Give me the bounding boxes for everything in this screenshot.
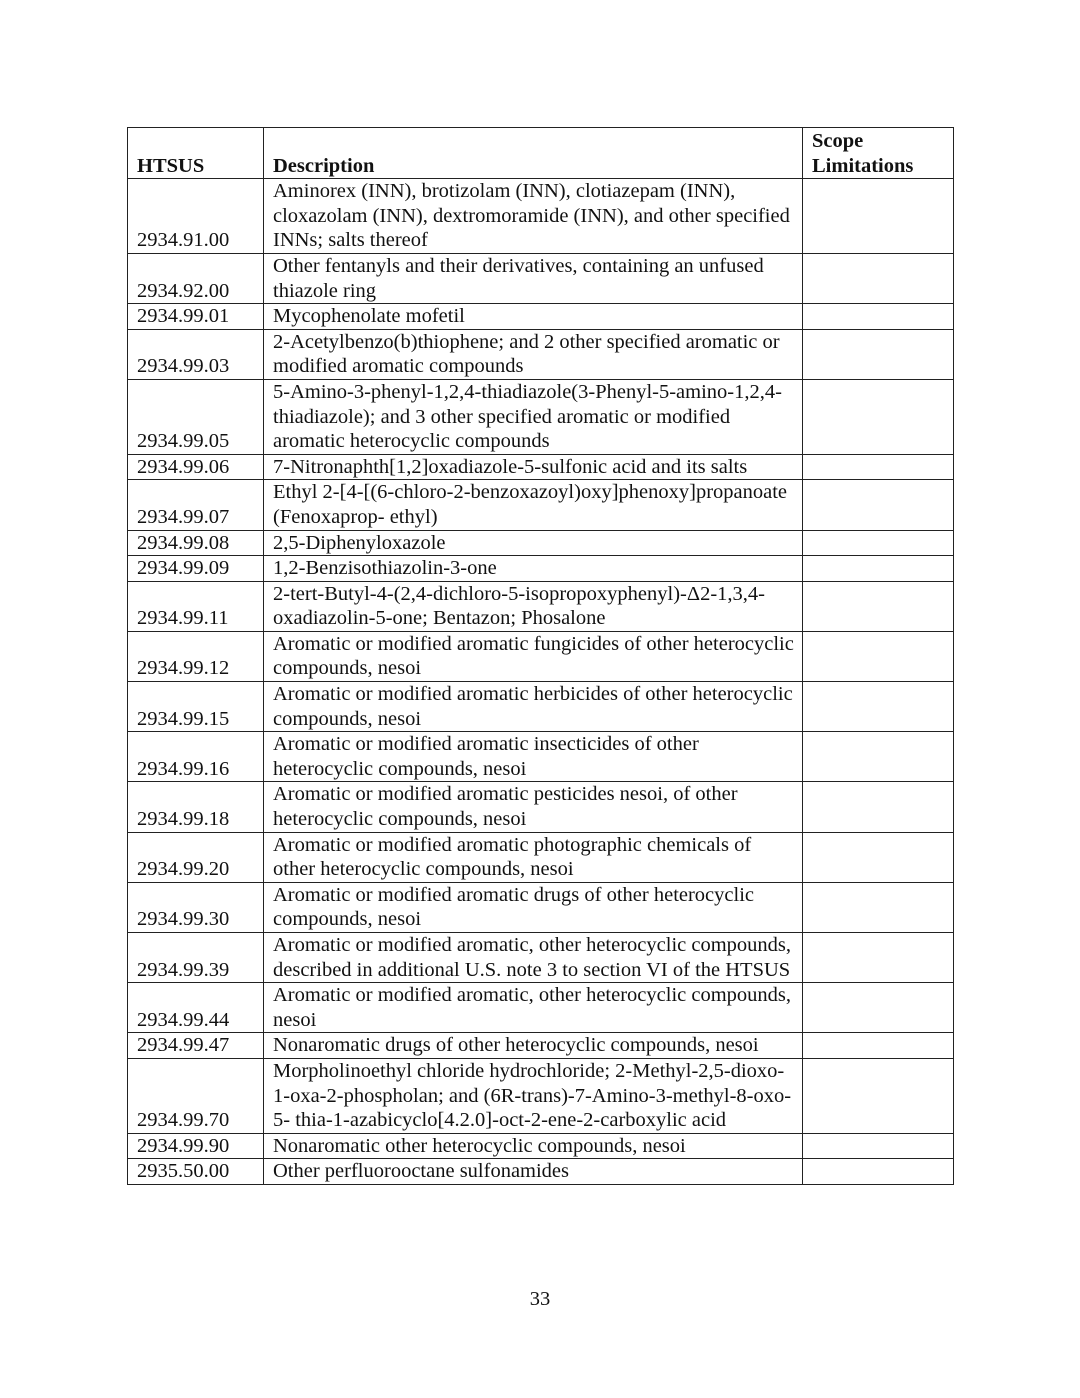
htsus-code-cell: 2934.99.15 [128,682,264,732]
description-cell: 2,5-Diphenyloxazole [264,530,803,556]
description-cell: Aromatic or modified aromatic photographic chemicals of other heterocyclic compounds, nesoi [264,832,803,882]
description-cell: Other fentanyls and their derivatives, containing an unfused thiazole ring [264,253,803,303]
description-cell: Aromatic or modified aromatic fungicides of other heterocyclic compounds, nesoi [264,631,803,681]
table-row [128,882,954,932]
scope-limitations-cell [803,983,954,1033]
table-row [128,983,954,1033]
table-row [128,1058,954,1133]
description-cell: Aromatic or modified aromatic drugs of other heterocyclic compounds, nesoi [264,882,803,932]
table-row [128,530,954,556]
scope-limitations-cell [803,304,954,330]
scope-limitations-cell [803,454,954,480]
htsus-code-cell: 2935.50.00 [128,1159,264,1185]
table-row [128,782,954,832]
description-cell: Nonaromatic drugs of other heterocyclic compounds, nesoi [264,1033,803,1059]
scope-limitations-cell [803,1033,954,1059]
scope-limitations-cell [803,179,954,254]
table-row [128,480,954,530]
table-row [128,253,954,303]
page-number: 33 [529,1288,551,1310]
scope-limitations-cell [803,933,954,983]
description-cell: 2-tert-Butyl-4-(2,4-dichloro-5-isopropoxyphenyl)-Δ2-1,3,4-oxadiazolin-5-one; Bentazon; Phosalone [264,581,803,631]
table-row [128,556,954,582]
table-row [128,329,954,379]
htsus-code-cell: 2934.99.20 [128,832,264,882]
header-scope-line1: Scope [812,130,864,152]
scope-limitations-cell [803,1058,954,1133]
htsus-code-cell: 2934.99.90 [128,1133,264,1159]
htsus-code-cell: 2934.99.08 [128,530,264,556]
scope-limitations-cell [803,782,954,832]
description-cell: 5-Amino-3-phenyl-1,2,4-thiadiazole(3-Phenyl-5-amino-1,2,4-thiadiazole); and 3 other specified aromatic or modified aromatic heterocyclic compounds [264,379,803,454]
description-cell: Morpholinoethyl chloride hydrochloride; 2-Methyl-2,5-dioxo-1-oxa-2-phospholan; and (6R-trans)-7-Amino-3-methyl-8-oxo-5- thia-1-azabicyclo[4.2.0]-oct-2-ene-2-carboxylic acid [264,1058,803,1133]
scope-limitations-cell [803,682,954,732]
header-htsus: HTSUS [128,128,264,179]
table-row [128,454,954,480]
htsus-code-cell: 2934.99.30 [128,882,264,932]
scope-limitations-cell [803,1133,954,1159]
scope-limitations-cell [803,832,954,882]
scope-limitations-cell [803,480,954,530]
htsus-code-cell: 2934.99.12 [128,631,264,681]
scope-limitations-cell [803,253,954,303]
description-cell: Nonaromatic other heterocyclic compounds, nesoi [264,1133,803,1159]
scope-limitations-cell [803,732,954,782]
table-row [128,581,954,631]
description-cell: Mycophenolate mofetil [264,304,803,330]
htsus-code-cell: 2934.91.00 [128,179,264,254]
htsus-code-cell: 2934.99.11 [128,581,264,631]
htsus-code-cell: 2934.99.16 [128,732,264,782]
table-row [128,1033,954,1059]
table-row [128,933,954,983]
htsus-table [127,127,954,1185]
header-scope-limitations [803,128,954,179]
description-cell: Aromatic or modified aromatic insecticides of other heterocyclic compounds, nesoi [264,732,803,782]
description-cell: Other perfluorooctane sulfonamides [264,1159,803,1185]
table-row [128,1159,954,1185]
table-row [128,631,954,681]
scope-limitations-cell [803,556,954,582]
description-cell: Aromatic or modified aromatic pesticides nesoi, of other heterocyclic compounds, nesoi [264,782,803,832]
htsus-code-cell: 2934.99.18 [128,782,264,832]
htsus-code-cell: 2934.99.03 [128,329,264,379]
table-row [128,732,954,782]
scope-limitations-cell [803,882,954,932]
description-cell: Aminorex (INN), brotizolam (INN), clotiazepam (INN), cloxazolam (INN), dextromoramide (INN), and other specified INNs; salts thereof [264,179,803,254]
description-cell: Aromatic or modified aromatic herbicides of other heterocyclic compounds, nesoi [264,682,803,732]
scope-limitations-cell [803,631,954,681]
description-cell: 7-Nitronaphth[1,2]oxadiazole-5-sulfonic acid and its salts [264,454,803,480]
table-header-row [128,128,954,179]
description-cell: Aromatic or modified aromatic, other heterocyclic compounds, described in additional U.S. note 3 to section VI of the HTSUS [264,933,803,983]
description-cell: 1,2-Benzisothiazolin-3-one [264,556,803,582]
table-row [128,304,954,330]
scope-limitations-cell [803,581,954,631]
table-row [128,832,954,882]
description-cell: 2-Acetylbenzo(b)thiophene; and 2 other specified aromatic or modified aromatic compounds [264,329,803,379]
htsus-code-cell: 2934.99.47 [128,1033,264,1059]
table-row [128,379,954,454]
header-description: Description [264,128,803,179]
scope-limitations-cell [803,1159,954,1185]
table-body [128,179,954,1185]
scope-limitations-cell [803,530,954,556]
htsus-code-cell: 2934.99.44 [128,983,264,1033]
htsus-code-cell: 2934.99.70 [128,1058,264,1133]
htsus-code-cell: 2934.92.00 [128,253,264,303]
table-row [128,682,954,732]
table-row [128,179,954,254]
htsus-code-cell: 2934.99.01 [128,304,264,330]
description-cell: Aromatic or modified aromatic, other heterocyclic compounds, nesoi [264,983,803,1033]
description-cell: Ethyl 2-[4-[(6-chloro-2-benzoxazoyl)oxy]phenoxy]propanoate (Fenoxaprop- ethyl) [264,480,803,530]
scope-limitations-cell [803,329,954,379]
header-scope-line2: Limitations [812,154,914,177]
htsus-code-cell: 2934.99.09 [128,556,264,582]
htsus-code-cell: 2934.99.06 [128,454,264,480]
htsus-code-cell: 2934.99.07 [128,480,264,530]
htsus-code-cell: 2934.99.39 [128,933,264,983]
scope-limitations-cell [803,379,954,454]
htsus-code-cell: 2934.99.05 [128,379,264,454]
table-row [128,1133,954,1159]
